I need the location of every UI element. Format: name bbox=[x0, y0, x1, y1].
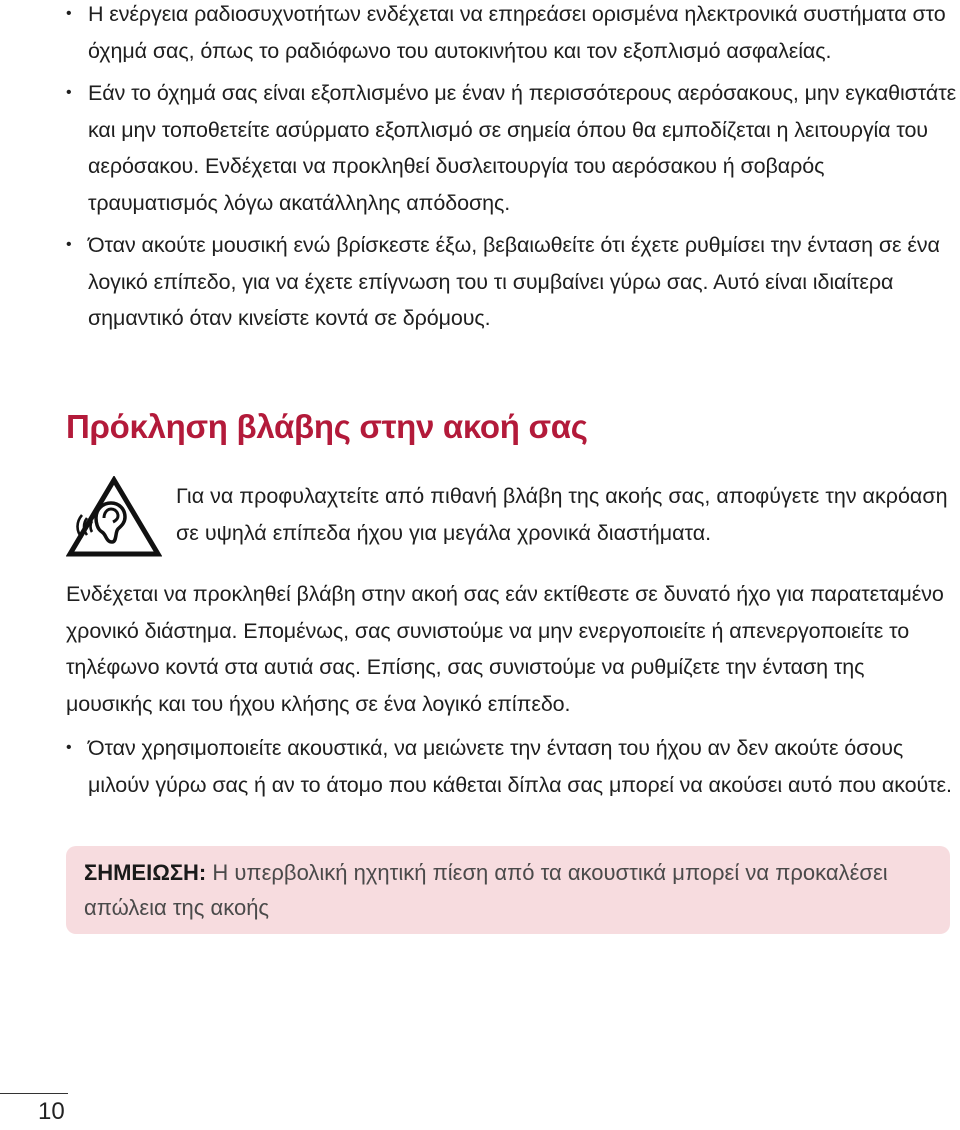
bullet-text: Εάν το όχημά σας είναι εξοπλισμένο με έναν ή περισσότερους αερόσακους, μην εγκαθιστάτε και μην τοποθετείτε ασύρματο εξοπλισμό σε σημεία όπου θα εμποδίζεται η λειτουργία του αερόσακου. Ενδέχεται να προκληθεί δυσλειτουργία του αερόσακου ή σοβαρός τραυματισμός λόγω ακατάλληλης απόδοσης. bbox=[88, 81, 957, 215]
bullet-text: Όταν χρησιμοποιείτε ακουστικά, να μειώνετε την ένταση του ήχου αν δεν ακούτε όσους μιλούν γύρω σας ή αν το άτομο που κάθεται δίπλα σας μπορεί να ακούσει αυτό που ακούτε. bbox=[88, 736, 952, 797]
bullet-dot: • bbox=[66, 236, 72, 253]
footer-divider bbox=[0, 1093, 68, 1094]
bullet-item bbox=[66, 730, 960, 803]
hearing-warning-icon bbox=[66, 476, 162, 558]
warning-text: Για να προφυλαχτείτε από πιθανή βλάβη της ακοής σας, αποφύγετε την ακρόαση σε υψηλά επίπεδα ήχου για μεγάλα χρονικά διαστήματα. bbox=[176, 484, 948, 545]
page-number: 10 bbox=[38, 1098, 65, 1125]
bullet-dot: • bbox=[66, 739, 72, 756]
body-paragraph: Ενδέχεται να προκληθεί βλάβη στην ακοή σας εάν εκτίθεστε σε δυνατό ήχο για παρατεταμένο χρονικό διάστημα. Επομένως, σας συνιστούμε να μην ενεργοποιείτε ή απενεργοποιείτε το τηλέφωνο κοντά στα αυτιά σας. Επίσης, σας συνιστούμε να ρυθμίζετε την ένταση της μουσικής και του ήχου κλήσης σε ένα λογικό επίπεδο. bbox=[66, 582, 944, 716]
bullet-item bbox=[66, 75, 960, 221]
note-label: ΣΗΜΕΙΩΣΗ: bbox=[84, 860, 207, 885]
note-text: Η υπερβολική ηχητική πίεση από τα ακουστικά μπορεί να προκαλέσει απώλεια της ακοής bbox=[84, 860, 888, 920]
bullet-dot: • bbox=[66, 5, 72, 22]
headphones-bullet-list bbox=[66, 730, 960, 809]
bullet-text: Η ενέργεια ραδιοσυχνοτήτων ενδέχεται να επηρεάσει ορισμένα ηλεκτρονικά συστήματα στο όχημά σας, όπως το ραδιόφωνο του αυτοκινήτου και τον εξοπλισμό ασφαλείας. bbox=[88, 2, 946, 63]
section-heading: Πρόκληση βλάβης στην ακοή σας bbox=[66, 408, 588, 445]
bullet-text: Όταν ακούτε μουσική ενώ βρίσκεστε έξω, βεβαιωθείτε ότι έχετε ρυθμίσει την ένταση σε ένα λογικό επίπεδο, για να έχετε επίγνωση του τι συμβαίνει γύρω σας. Αυτό είναι ιδιαίτερα σημαντικό όταν κινείστε κοντά σε δρόμους. bbox=[88, 233, 940, 330]
bullet-dot: • bbox=[66, 84, 72, 101]
safety-bullet-list bbox=[66, 0, 960, 343]
note-box bbox=[66, 846, 950, 934]
bullet-item bbox=[66, 227, 960, 337]
bullet-item bbox=[66, 0, 960, 69]
